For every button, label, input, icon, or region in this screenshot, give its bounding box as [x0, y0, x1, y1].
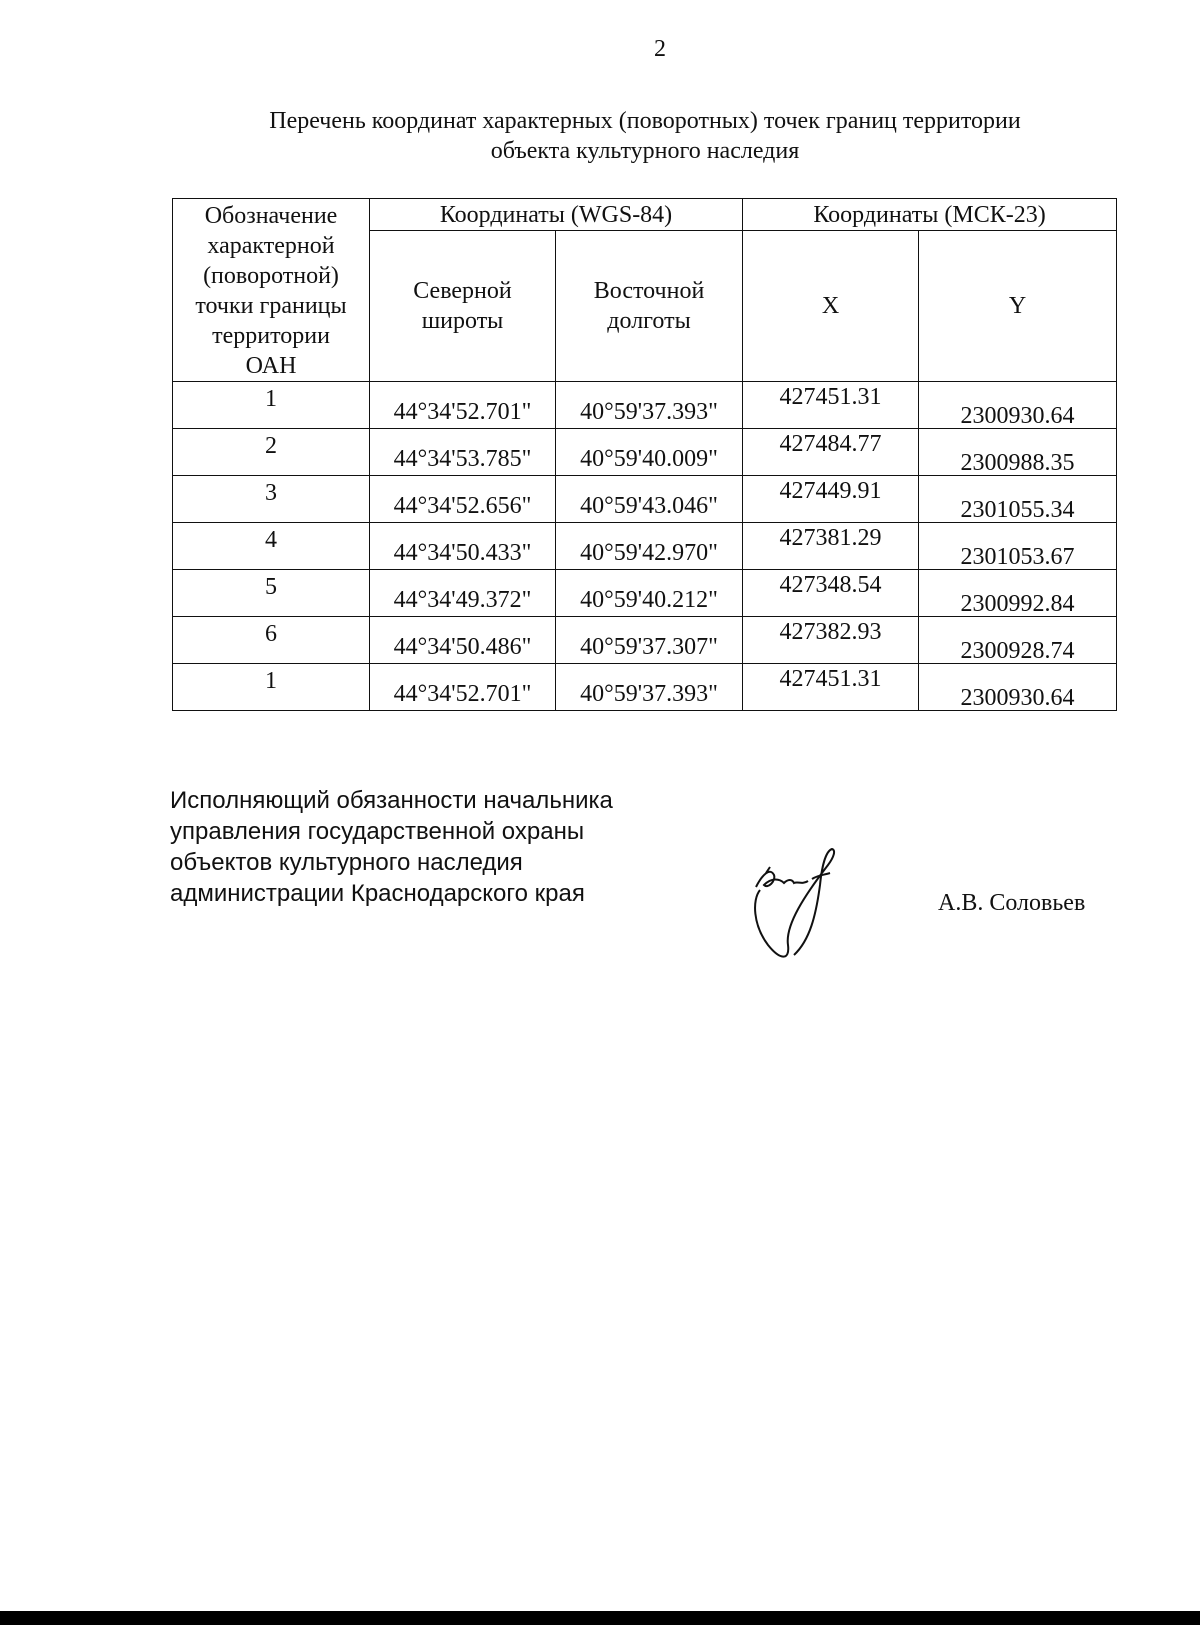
header-wgs-84-group: Координаты (WGS-84) [370, 199, 743, 231]
latitude-cell: 44°34'52.701" [370, 382, 556, 429]
latitude-cell: 44°34'50.433" [370, 523, 556, 570]
scan-edge [0, 1611, 1200, 1625]
longitude-cell: 40°59'37.307" [556, 617, 743, 664]
page-number: 2 [654, 36, 666, 62]
latitude-cell: 44°34'49.372" [370, 570, 556, 617]
x-cell: 427381.29 [743, 523, 919, 570]
latitude-cell: 44°34'50.486" [370, 617, 556, 664]
latitude-cell: 44°34'52.656" [370, 476, 556, 523]
table-row [173, 476, 1117, 523]
signatory-name: А.В. Соловьев [938, 890, 1086, 916]
table-row [173, 617, 1117, 664]
title-line: Перечень координат характерных (поворотных) точек границ территории [269, 108, 1021, 134]
table-row [173, 382, 1117, 429]
longitude-cell: 40°59'37.393" [556, 382, 743, 429]
title-line: объекта культурного наследия [490, 138, 800, 164]
y-cell: 2300930.64 [919, 382, 1117, 429]
latitude-cell: 44°34'53.785" [370, 429, 556, 476]
document-title [190, 106, 1100, 166]
position-line: Исполняющий обязанности начальника [170, 787, 613, 814]
point-number-cell: 1 [173, 664, 370, 711]
coordinates-table [172, 198, 1117, 711]
signatory-position [170, 785, 613, 909]
x-cell: 427484.77 [743, 429, 919, 476]
x-cell: 427348.54 [743, 570, 919, 617]
x-cell: 427451.31 [743, 382, 919, 429]
point-number-cell: 5 [173, 570, 370, 617]
handwritten-signature [750, 845, 870, 985]
y-cell: 2301053.67 [919, 523, 1117, 570]
header-msk-23-group: Координаты (МСК-23) [743, 199, 1117, 231]
header-longitude: Восточной долготы [556, 231, 743, 382]
y-cell: 2300928.74 [919, 617, 1117, 664]
y-cell: 2300992.84 [919, 570, 1117, 617]
table-row [173, 664, 1117, 711]
point-number-cell: 3 [173, 476, 370, 523]
header-x: X [743, 231, 919, 382]
x-cell: 427382.93 [743, 617, 919, 664]
longitude-cell: 40°59'40.009" [556, 429, 743, 476]
table-row [173, 570, 1117, 617]
longitude-cell: 40°59'43.046" [556, 476, 743, 523]
y-cell: 2300930.64 [919, 664, 1117, 711]
longitude-cell: 40°59'37.393" [556, 664, 743, 711]
y-cell: 2301055.34 [919, 476, 1117, 523]
table-row [173, 523, 1117, 570]
point-number-cell: 1 [173, 382, 370, 429]
point-number-cell: 2 [173, 429, 370, 476]
latitude-cell: 44°34'52.701" [370, 664, 556, 711]
header-y: Y [919, 231, 1117, 382]
header-designation: Обозначение характерной (поворотной) точки границы территории ОАН [173, 199, 370, 382]
x-cell: 427451.31 [743, 664, 919, 711]
position-line: объектов культурного наследия [170, 849, 523, 876]
longitude-cell: 40°59'40.212" [556, 570, 743, 617]
position-line: управления государственной охраны [170, 818, 585, 845]
x-cell: 427449.91 [743, 476, 919, 523]
y-cell: 2300988.35 [919, 429, 1117, 476]
table-row [173, 429, 1117, 476]
position-line: администрации Краснодарского края [170, 880, 585, 907]
longitude-cell: 40°59'42.970" [556, 523, 743, 570]
point-number-cell: 4 [173, 523, 370, 570]
header-latitude: Северной широты [370, 231, 556, 382]
point-number-cell: 6 [173, 617, 370, 664]
